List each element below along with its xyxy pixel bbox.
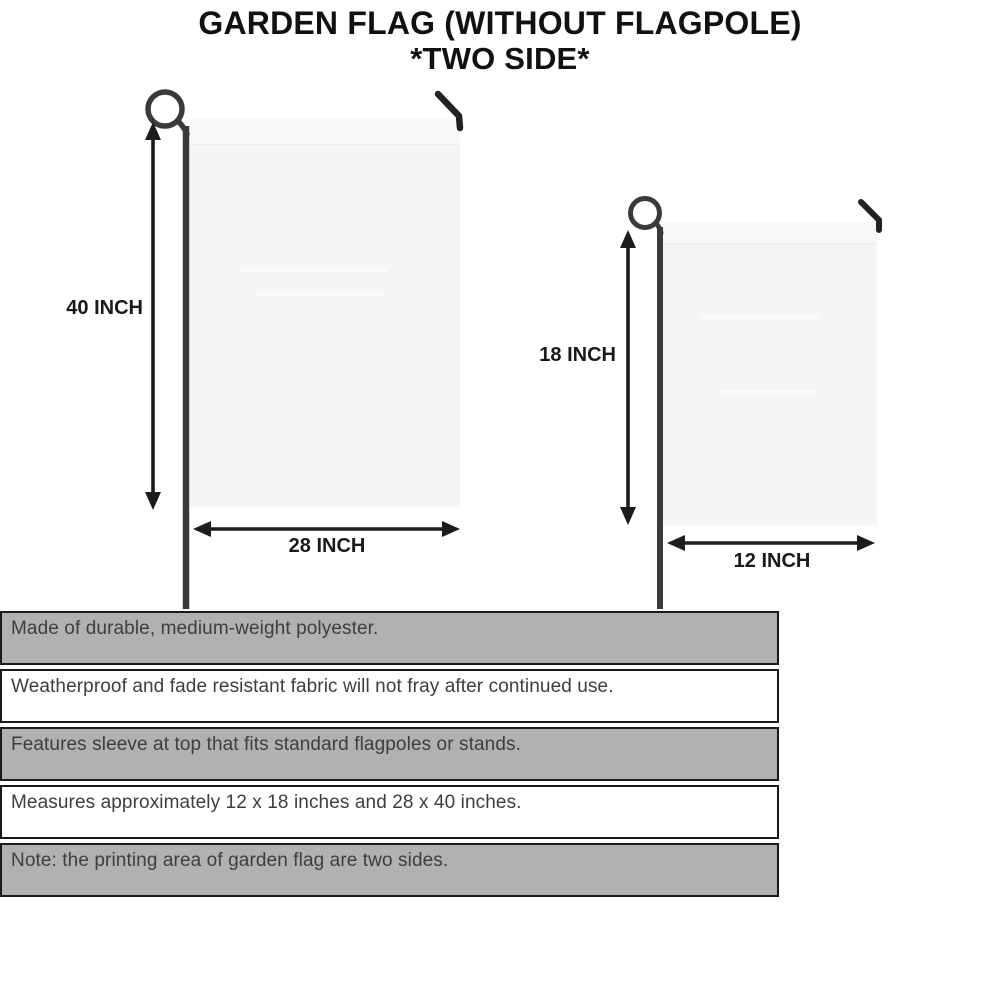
feature-row: Note: the printing area of garden flag are two sides. [0,843,779,897]
large-flag-height-arrow [145,122,161,510]
small-flagpole [631,199,662,610]
feature-table [0,611,779,901]
title-line-2: *TWO SIDE* [410,41,590,76]
small-flag-height-arrow [620,230,636,525]
small-flag-width-label: 12 INCH [733,550,811,572]
title-line-1: GARDEN FLAG (WITHOUT FLAGPOLE) [198,5,802,41]
feature-row: Features sleeve at top that fits standard flagpoles or stands. [0,727,779,781]
small-flag-height-label: 18 INCH [539,344,616,366]
large-flag-height-label: 40 INCH [66,297,143,319]
feature-row: Measures approximately 12 x 18 inches and 28 x 40 inches. [0,785,779,839]
small-flag-width-arrow [667,535,875,551]
small-flag-hook-icon [861,202,879,230]
feature-row: Weatherproof and fade resistant fabric will not fray after continued use. [0,669,779,723]
feature-row: Made of durable, medium-weight polyester. [0,611,779,665]
large-flag-width-label: 28 INCH [288,535,366,557]
large-flag-hook-icon [438,94,460,128]
